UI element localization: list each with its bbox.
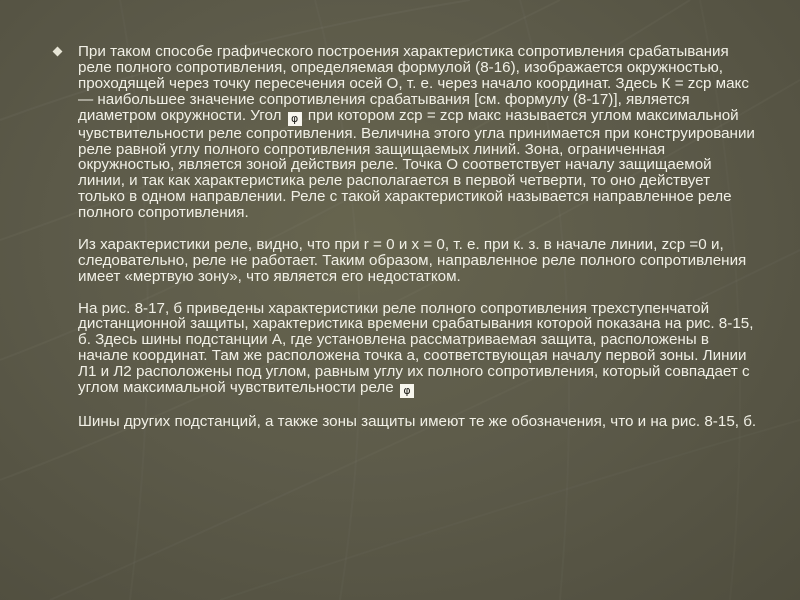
paragraph-1-part-1: При таком способе графического построения характеристика сопротивления срабатывания реле полного сопротивления, определяемая формулой (8-16), изображается окружностью, проходящей через точку пересечения осей О, т. е. через начало координат. Здесь К = zср макс — наибольшее значение сопротивления срабатывания [см. формулу (8-17)], является диаметром окружности. Угол (78, 43, 749, 124)
paragraph-3-part-1: На рис. 8-17, б приведены характеристики реле полного сопротивления трехступенчатой дистанционной защиты, характеристика времени срабатывания которой показана на рис. 8-15, б. Здесь шины подстанции А, где установлена рассматриваемая защита, расположены в начале координат. Там же расположена точка а, соответствующая началу первой зоны. Линии Л1 и Л2 расположены под углом, равным углу их полного сопротивления, который совпадает с углом максимальной чувствительности реле (78, 299, 754, 397)
paragraph-2-part-1: Из характеристики реле, видно, что при r = 0 и x = 0, т. е. при к. з. в начале линии, zср =0 и, следовательно, реле не работает. Таким образом, направленное реле полного сопротивления имеет «мертвую зону», что является его недостатком. (78, 235, 747, 285)
paragraph-1-part-2: при котором zср = zср макс называется углом максимальной чувствительности реле сопротивления. Величина этого угла принимается при конструировании реле равной углу полного сопротивления защищаемых линий. Зона, ограниченная окружностью, является зоной действия реле. Точка О соответствует началу защищаемой линии, и так как характеристика реле располагается в первой четверти, то оно действует только в одном направлении. Реле с такой характеристикой называется направленное реле полного сопротивления. (78, 106, 755, 222)
paragraph-4-part-1: Шины других подстанций, а также зоны защиты имеют те же обозначения, что и на рис. 8-15, б. (78, 412, 757, 430)
phi-symbol-icon: φ (288, 112, 302, 126)
paragraph-3 (78, 301, 758, 399)
paragraph-2 (78, 237, 758, 285)
paragraph-1 (78, 44, 758, 221)
paragraph-4 (78, 414, 758, 430)
phi-symbol-icon: φ (400, 384, 414, 398)
document-text-block (78, 44, 758, 430)
